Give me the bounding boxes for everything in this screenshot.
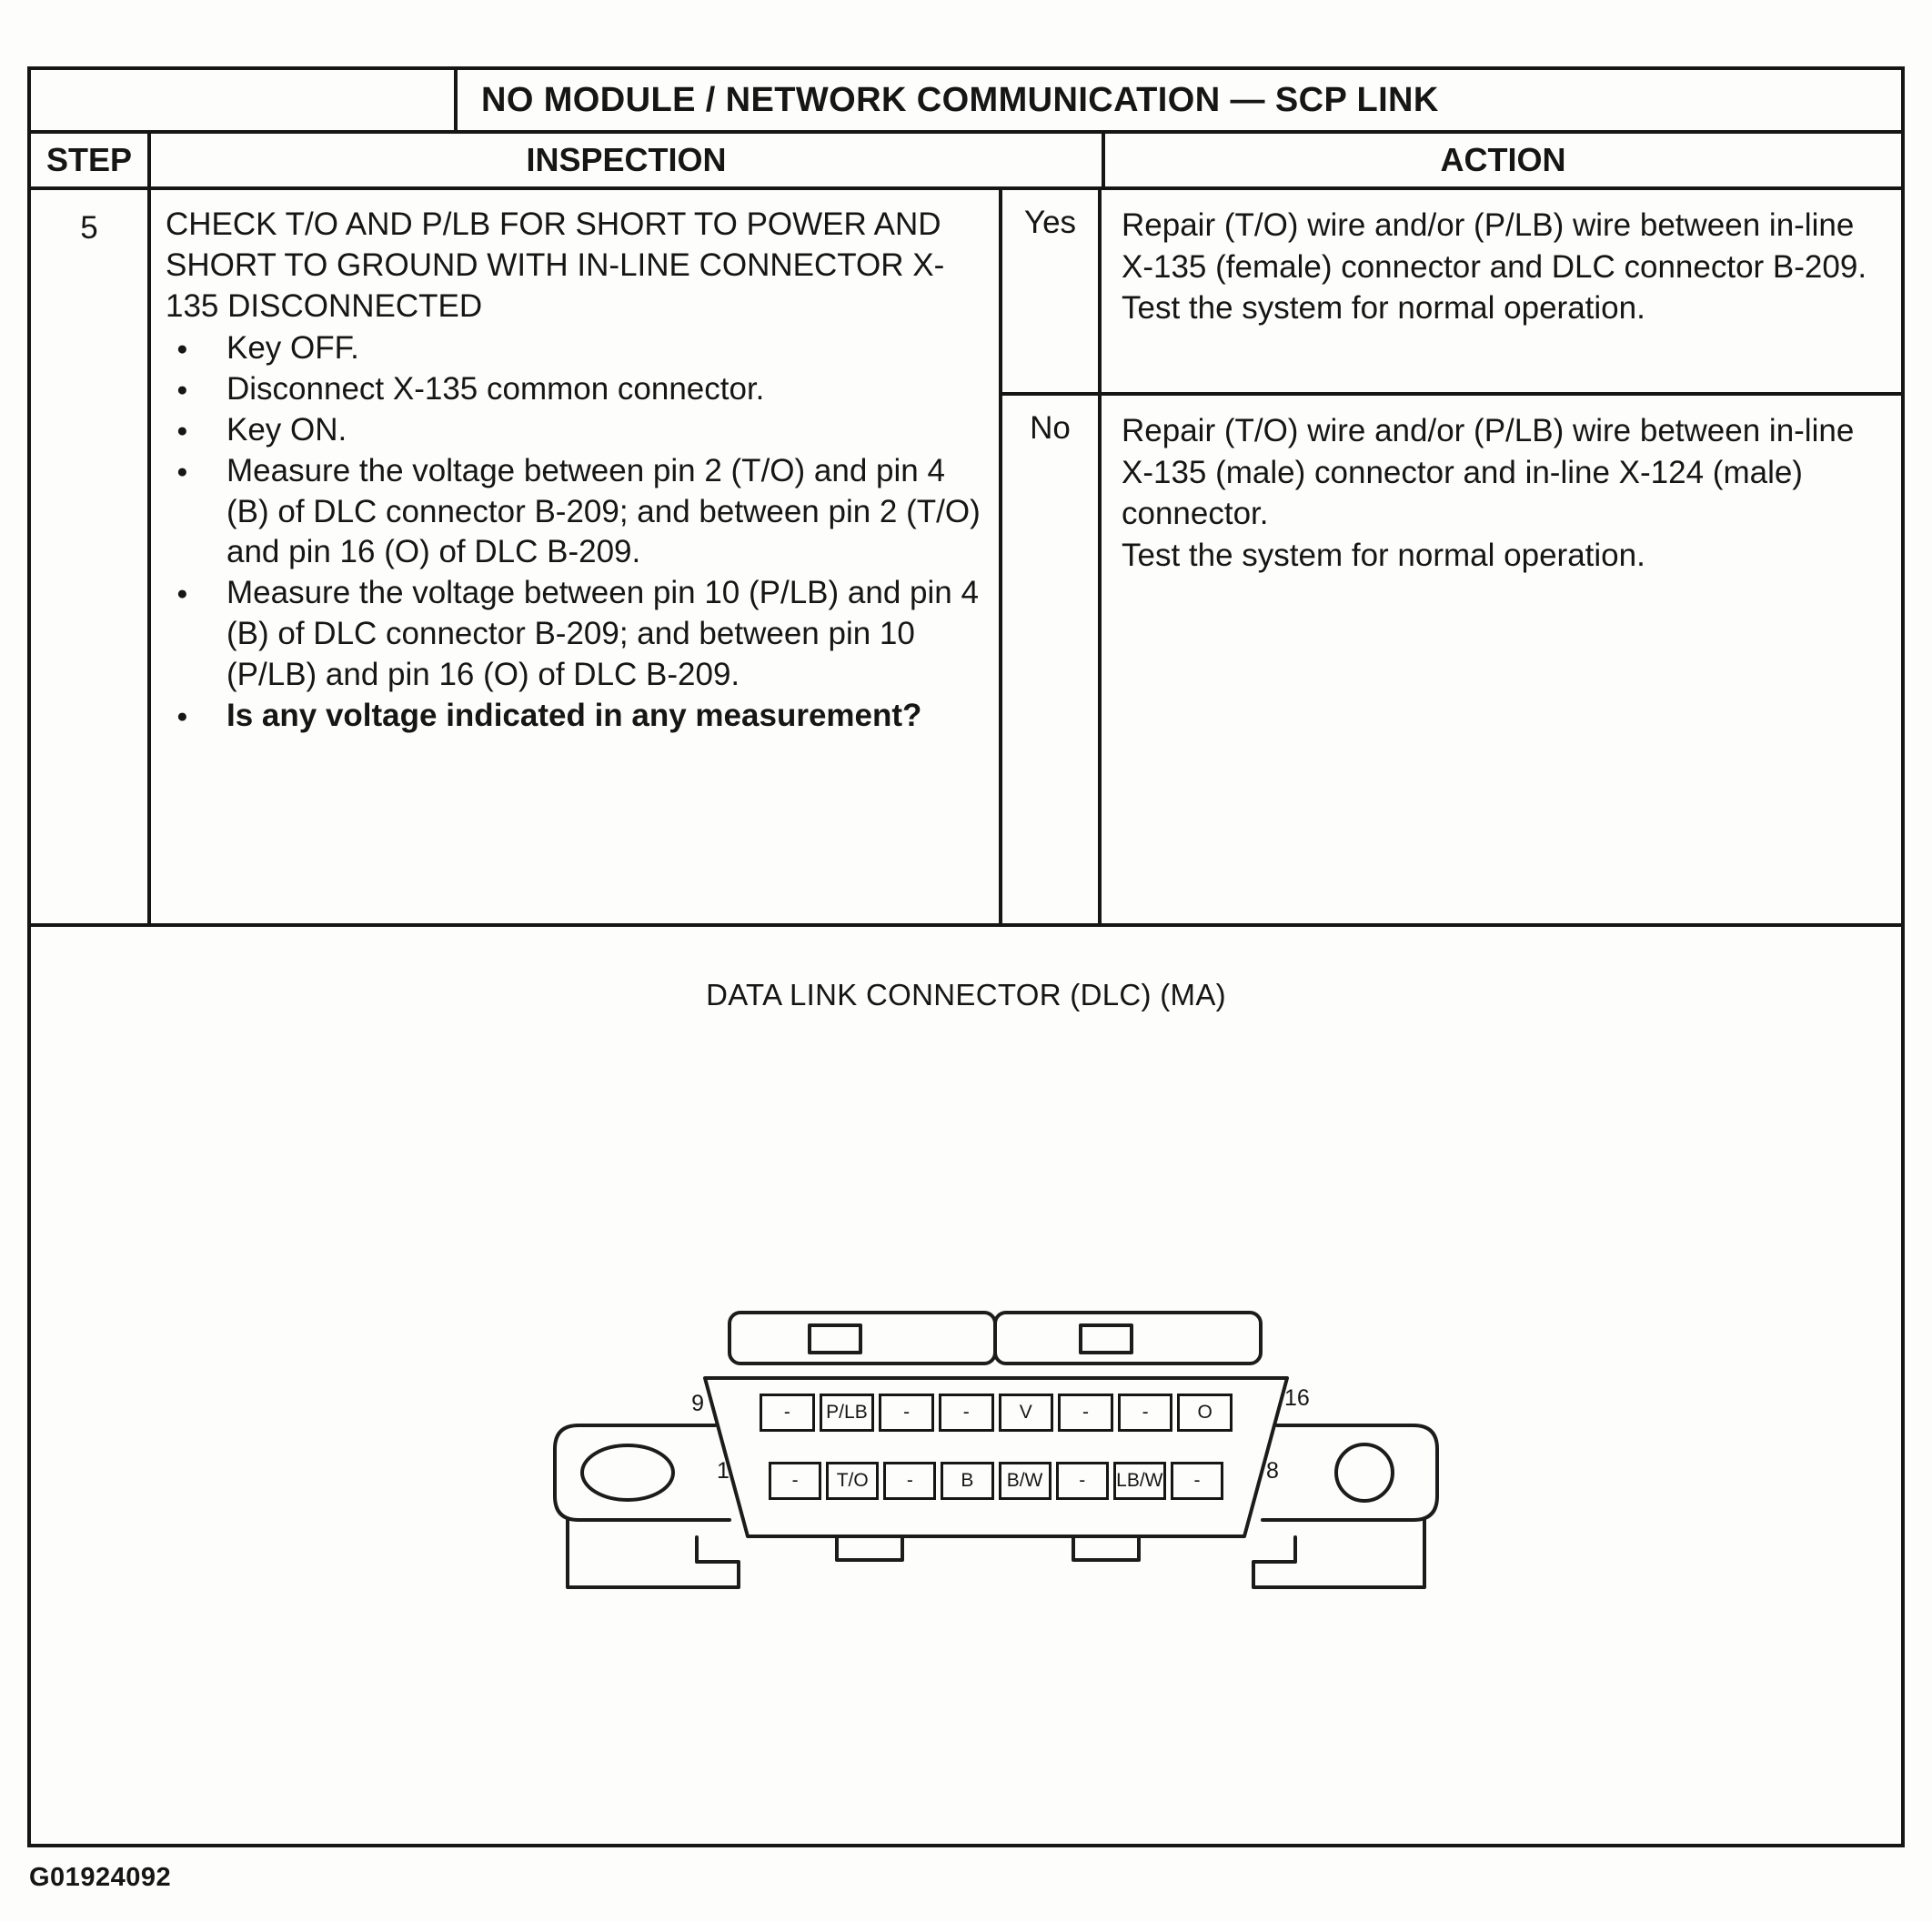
pin-cell: - <box>879 1394 934 1432</box>
right-mounting-ear <box>1253 1425 1437 1587</box>
header-action: ACTION <box>1440 141 1566 178</box>
pin-cell: - <box>939 1394 994 1432</box>
pin-number-9: 9 <box>691 1391 704 1416</box>
pin-cell: - <box>760 1394 815 1432</box>
pin-number-16: 16 <box>1284 1385 1310 1411</box>
action-yes-text: Repair (T/O) wire and/or (P/LB) wire between in-line X-135 (female) connector and DLC connector B-209. <box>1122 207 1867 285</box>
step-number: 5 <box>31 190 151 923</box>
header-step: STEP <box>31 134 151 186</box>
action-no-cell <box>1102 396 1901 923</box>
table-title-row <box>31 70 1901 134</box>
title-blank-cell <box>31 70 458 130</box>
inspection-bullet-list <box>166 328 982 736</box>
action-yes-text2: Test the system for normal operation. <box>1122 290 1645 326</box>
pin-number-1: 1 <box>717 1458 730 1484</box>
pin-cell: - <box>883 1462 936 1500</box>
pin-cell: O <box>1177 1394 1233 1432</box>
figure-id: G01924092 <box>29 1863 172 1892</box>
pin-cell: - <box>1058 1394 1113 1432</box>
pin-cell: P/LB <box>820 1394 875 1432</box>
diagram-box <box>31 927 1901 1844</box>
pin-cell: T/O <box>826 1462 879 1500</box>
connector-top-flange <box>730 1313 1261 1364</box>
bullet-item: ● Key OFF. <box>166 328 982 369</box>
left-mounting-ear <box>555 1425 739 1587</box>
diagram-caption: DATA LINK CONNECTOR (DLC) (MA) <box>706 978 1226 1011</box>
table-header-row <box>31 134 1901 190</box>
answer-no: No <box>1002 396 1102 923</box>
dlc-connector-drawing <box>537 1298 1455 1607</box>
pin-row-top <box>760 1394 1233 1432</box>
dlc-connector-diagram <box>537 1298 1455 1607</box>
pin-cell: - <box>1056 1462 1109 1500</box>
answer-yes: Yes <box>1002 190 1102 392</box>
action-branches <box>1002 190 1901 923</box>
bullet-item: ● Key ON. <box>166 410 982 451</box>
bullet-item: ● Measure the voltage between pin 2 (T/O) and pin 4 (B) of DLC connector B-209; and between pin 2 (T/O) and pin 16 (O) of DLC B-209. <box>166 451 982 573</box>
action-no-text2: Test the system for normal operation. <box>1122 537 1645 573</box>
action-yes-cell <box>1102 190 1901 392</box>
pin-number-8: 8 <box>1266 1458 1279 1484</box>
table-body-row <box>31 190 1901 927</box>
pin-row-bottom <box>769 1462 1223 1500</box>
connector-bottom-tabs <box>837 1537 1139 1560</box>
inspection-heading: CHECK T/O AND P/LB FOR SHORT TO POWER AND SHORT TO GROUND WITH IN-LINE CONNECTOR X-135 DISCONNECTED <box>166 206 945 324</box>
inspection-cell <box>151 190 1002 923</box>
branch-yes <box>1002 190 1901 396</box>
bullet-item: ● Measure the voltage between pin 10 (P/LB) and pin 4 (B) of DLC connector B-209; and between pin 10 (P/LB) and pin 16 (O) of DLC B-209. <box>166 573 982 695</box>
header-inspection: INSPECTION <box>151 134 1105 186</box>
diagnostic-table <box>27 66 1905 1847</box>
pin-cell: - <box>769 1462 821 1500</box>
pin-cell: B <box>941 1462 993 1500</box>
action-no-text: Repair (T/O) wire and/or (P/LB) wire between in-line X-135 (male) connector and in-line X-124 (male) connector. <box>1122 413 1855 531</box>
pin-cell: B/W <box>999 1462 1052 1500</box>
branch-no <box>1002 396 1901 923</box>
pin-cell: LB/W <box>1113 1462 1166 1500</box>
bullet-item: ● Disconnect X-135 common connector. <box>166 369 982 410</box>
table-title: NO MODULE / NETWORK COMMUNICATION — SCP LINK <box>481 80 1439 119</box>
pin-cell: - <box>1118 1394 1173 1432</box>
pin-cell: V <box>999 1394 1054 1432</box>
bullet-item-question: ● Is any voltage indicated in any measurement? <box>166 696 982 737</box>
pin-cell: - <box>1171 1462 1223 1500</box>
